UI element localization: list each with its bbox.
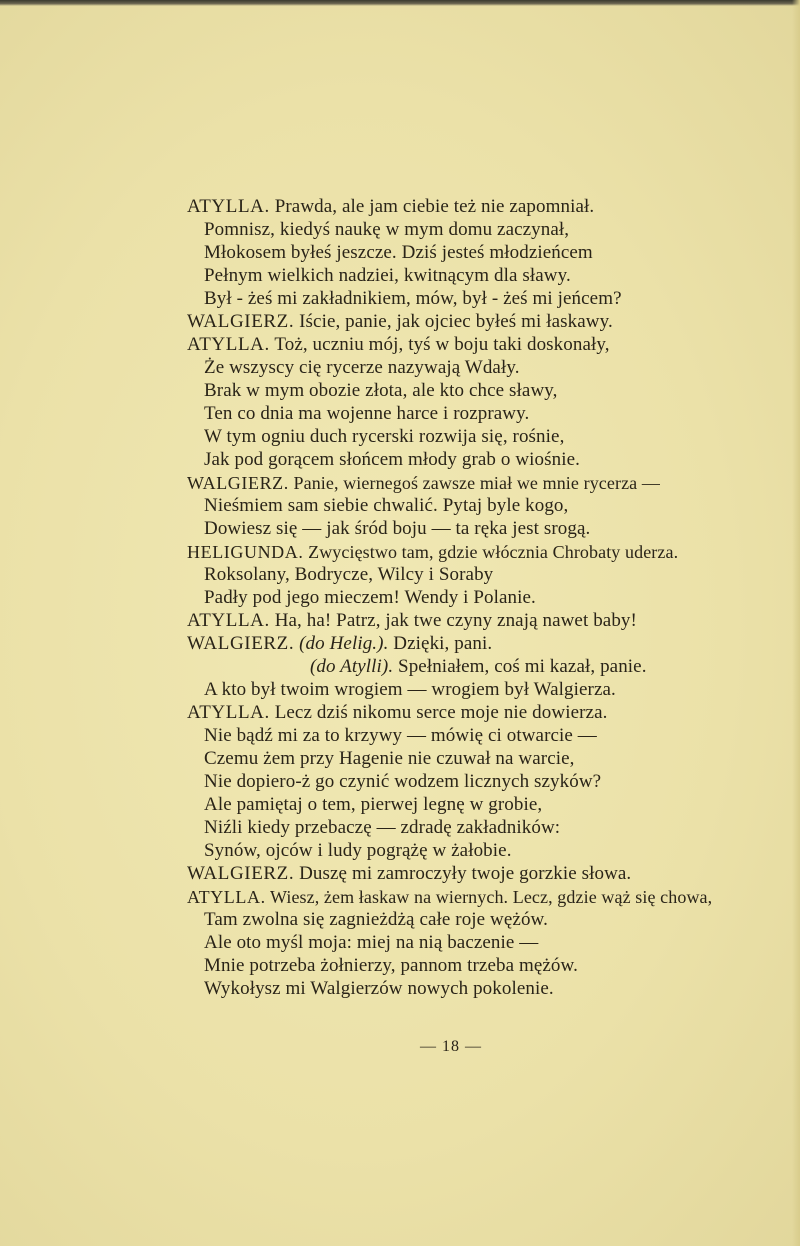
verse-line (204, 748, 575, 770)
verse-text: Synów, ojców i ludy pogrążę w żałobie. (204, 840, 512, 861)
verse-line (204, 587, 536, 609)
verse-text: Ale oto myśl moja: miej na nią baczenie — (204, 932, 539, 953)
verse-text: Roksolany, Bodrycze, Wilcy i Soraby (204, 564, 494, 585)
speaker-name: ATYLLA. (187, 334, 270, 355)
verse-line (204, 403, 529, 425)
verse-line (187, 886, 712, 908)
verse-text: Ale pamiętaj o tem, pierwej legnę w grobie, (204, 794, 543, 815)
verse-line (204, 794, 542, 816)
verse-line (187, 334, 610, 356)
verse-line (310, 656, 647, 678)
verse-line (204, 219, 569, 241)
verse-text: Wiesz, żem łaskaw na wiernych. Lecz, gdzie wąż się chowa, (269, 887, 713, 907)
verse-line (187, 863, 631, 885)
verse-text: Ten co dnia ma wojenne harce i rozprawy. (204, 403, 530, 424)
verse-line (187, 196, 594, 218)
verse-line (204, 725, 597, 747)
verse-text: Duszę mi zamroczyły twoje gorzkie słowa. (299, 863, 632, 884)
verse-text: Nie bądź mi za to krzywy — mówię ci otwarcie — (204, 725, 597, 746)
stage-direction: (do Atylli). (310, 656, 394, 677)
verse-text: Prawda, ale jam ciebie też nie zapomniał. (274, 196, 595, 217)
verse-text: Panie, wiernegoś zawsze miał we mnie rycerza — (293, 473, 660, 493)
verse-text: Toż, uczniu mój, tyś w boju taki doskonały, (274, 334, 610, 355)
speaker-name: WALGIERZ. (187, 633, 295, 654)
verse-text: Spełniałem, coś mi kazał, panie. (398, 656, 647, 677)
verse-text: Mnie potrzeba żołnierzy, pannom trzeba mężów. (204, 955, 578, 976)
verse-text: Nieśmiem sam siebie chwalić. Pytaj byle kogo, (204, 495, 569, 516)
verse-line (204, 518, 590, 540)
verse-line (204, 265, 571, 287)
verse-line (204, 564, 493, 586)
verse-text: Że wszyscy cię rycerze nazywają Wdały. (204, 357, 520, 378)
verse-line (204, 242, 593, 264)
verse-line (187, 311, 613, 333)
verse-text: Iście, panie, jak ojciec byłeś mi łaskawy. (299, 311, 613, 332)
verse-line (204, 495, 568, 517)
verse-text: A kto był twoim wrogiem — wrogiem był Walgierza. (204, 679, 616, 700)
page-top-shadow (0, 0, 800, 6)
verse-line (204, 357, 520, 379)
verse-line (204, 978, 554, 1000)
verse-line (204, 932, 538, 954)
verse-line (204, 840, 512, 862)
verse-line (187, 633, 492, 655)
verse-line (204, 955, 578, 977)
verse-text: Tam zwolna się zagnieżdżą całe roje wężów. (204, 909, 548, 930)
verse-text: Padły pod jego mieczem! Wendy i Polanie. (204, 587, 536, 608)
verse-text: Pełnym wielkich nadziei, kwitnącym dla sławy. (204, 265, 571, 286)
verse-line (204, 288, 622, 310)
verse-line (187, 610, 637, 632)
verse-text: Dzięki, pani. (393, 633, 493, 654)
verse-line (187, 702, 607, 724)
verse-line (204, 449, 580, 471)
verse-text: Niźli kiedy przebaczę — zdradę zakładników: (204, 817, 561, 838)
verse-text: Jak pod gorącem słońcem młody grab o wiośnie. (204, 449, 580, 470)
speaker-name: WALGIERZ. (187, 473, 289, 493)
stage-direction: (do Helig.). (299, 633, 389, 654)
speaker-name: WALGIERZ. (187, 863, 295, 884)
page-number: — 18 — (420, 1038, 482, 1055)
verse-text: Ha, ha! Patrz, jak twe czyny znają nawet baby! (274, 610, 637, 631)
verse-line (204, 817, 560, 839)
verse-text: Lecz dziś nikomu serce moje nie dowierza. (274, 702, 608, 723)
speaker-name: HELIGUNDA. (187, 542, 304, 562)
speaker-name: WALGIERZ. (187, 311, 295, 332)
verse-text: Dowiesz się — jak śród boju — ta ręka jest srogą. (204, 518, 591, 539)
verse-line (204, 771, 601, 793)
verse-line (204, 909, 548, 931)
verse-text: Młokosem byłeś jeszcze. Dziś jesteś młodzieńcem (204, 242, 593, 263)
speaker-name: ATYLLA. (187, 196, 270, 217)
verse-line (187, 541, 678, 563)
verse-text: Nie dopiero-ż go czynić wodzem licznych szyków? (204, 771, 602, 792)
verse-text: Był - żeś mi zakładnikiem, mów, był - żeś mi jeńcem? (204, 288, 622, 309)
speaker-name: ATYLLA. (187, 702, 270, 723)
verse-text: Pomnisz, kiedyś naukę w mym domu zaczynał, (204, 219, 570, 240)
verse-text: Zwycięstwo tam, gdzie włócznia Chrobaty uderza. (308, 542, 679, 562)
verse-text: Czemu żem przy Hagenie nie czuwał na warcie, (204, 748, 575, 769)
verse-text: Wykołysz mi Walgierzów nowych pokolenie. (204, 978, 554, 999)
speaker-name: ATYLLA. (187, 887, 266, 907)
verse-line (187, 472, 660, 494)
page-right-edge (792, 0, 800, 1246)
verse-line (204, 380, 558, 402)
verse-line (204, 679, 616, 701)
verse-text: Brak w mym obozie złota, ale kto chce sławy, (204, 380, 558, 401)
verse-line (204, 426, 564, 448)
speaker-name: ATYLLA. (187, 610, 270, 631)
verse-text: W tym ogniu duch rycerski rozwija się, rośnie, (204, 426, 565, 447)
